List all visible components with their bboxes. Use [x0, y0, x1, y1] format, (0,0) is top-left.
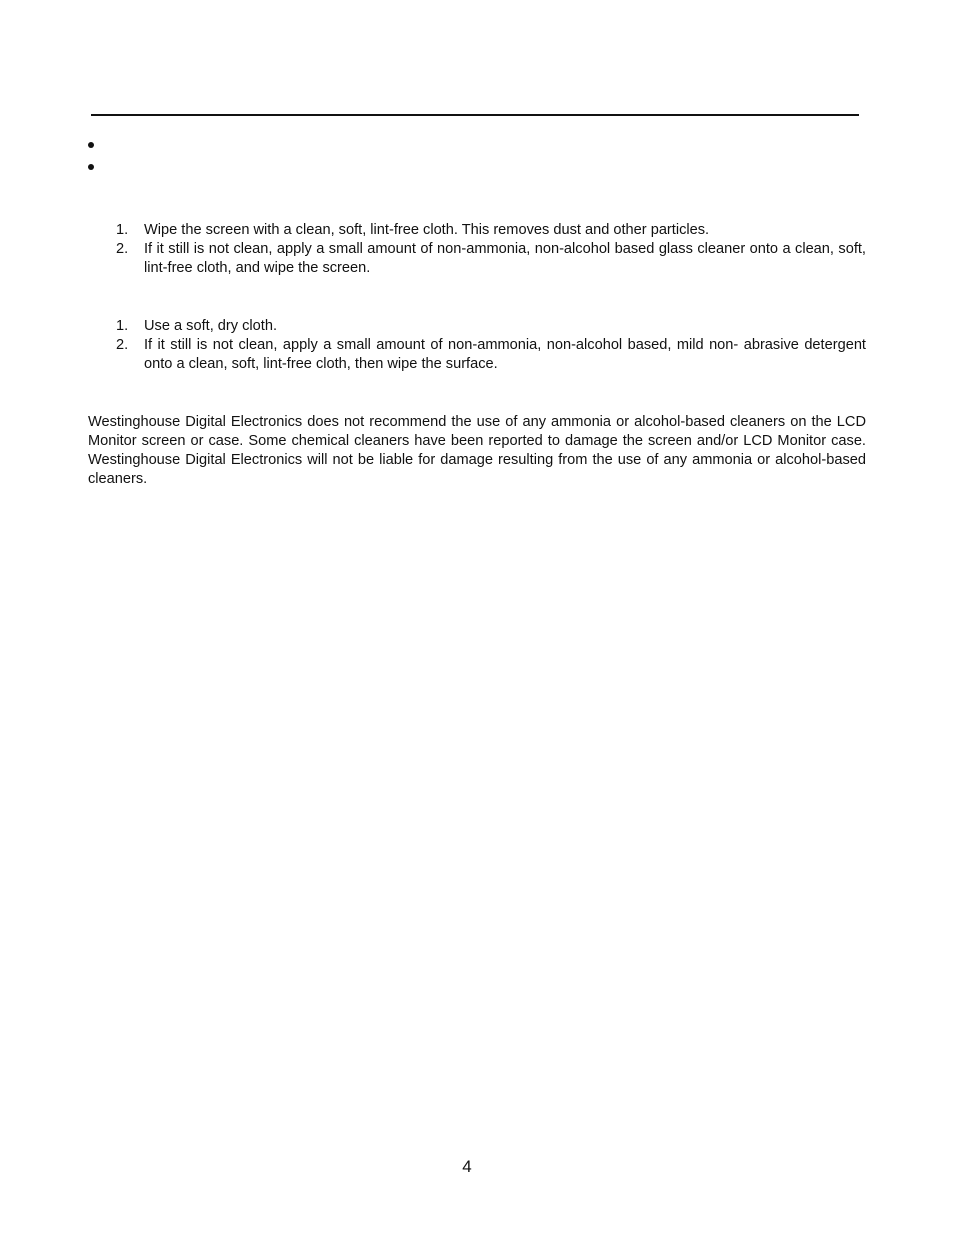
- list-item: [108, 317, 866, 336]
- step-number: 2.: [116, 337, 129, 353]
- list-item: [108, 221, 866, 240]
- step-text: Wipe the screen with a clean, soft, lint-free cloth. This removes dust and other particles.: [144, 222, 710, 238]
- step-number: 2.: [116, 241, 129, 257]
- step-text: If it still is not clean, apply a small amount of non-ammonia, non-alcohol based, mild non- abrasive detergent onto a clean, soft, lint-free cloth, then wipe the surface.: [144, 337, 866, 372]
- bullet-point: [88, 142, 94, 148]
- step-text: If it still is not clean, apply a small amount of non-ammonia, non-alcohol based glass cleaner onto a clean, soft, lint-free cloth, and wipe the screen.: [144, 241, 866, 276]
- step-number: 1.: [116, 222, 129, 238]
- list-item: [108, 240, 866, 278]
- header-rule: [91, 114, 859, 116]
- list-item: [108, 336, 866, 374]
- page-number: 4: [462, 1157, 472, 1176]
- cleaner-notice: Westinghouse Digital Electronics does not recommend the use of any ammonia or alcohol-based cleaners on the LCD Monitor screen or case. Some chemical cleaners have been reported to damage the screen and/or LCD Monitor case. Westinghouse Digital Electronics will not be liable for damage resulting from the use of any ammonia or alcohol-based cleaners.: [88, 414, 866, 487]
- step-number: 1.: [116, 318, 129, 334]
- step-text: Use a soft, dry cloth.: [144, 318, 278, 334]
- case-cleaning-steps: [108, 317, 866, 374]
- screen-cleaning-steps: [108, 221, 866, 278]
- bullet-point: [88, 164, 94, 170]
